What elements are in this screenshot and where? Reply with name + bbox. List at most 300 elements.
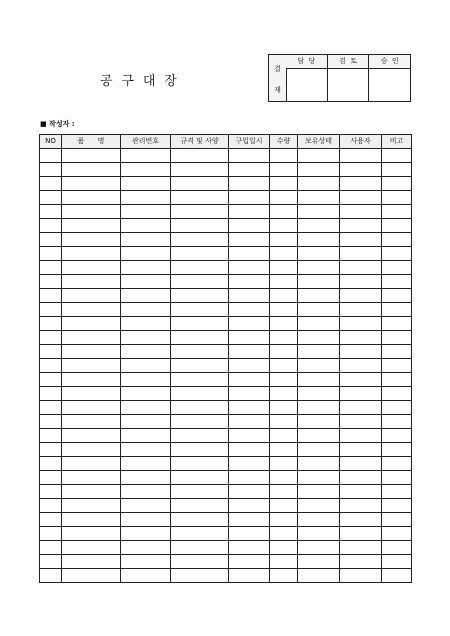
table-cell[interactable]: [382, 233, 412, 247]
table-cell[interactable]: [270, 205, 298, 219]
table-cell[interactable]: [340, 457, 382, 471]
table-cell[interactable]: [270, 261, 298, 275]
table-cell[interactable]: [382, 541, 412, 555]
table-cell[interactable]: [40, 513, 62, 527]
table-cell[interactable]: [40, 415, 62, 429]
approval-side-top: 결: [274, 65, 281, 73]
table-cell[interactable]: [171, 317, 229, 331]
table-cell[interactable]: [340, 303, 382, 317]
table-cell[interactable]: [40, 247, 62, 261]
table-cell[interactable]: [340, 485, 382, 499]
table-cell[interactable]: [270, 317, 298, 331]
table-cell[interactable]: [171, 471, 229, 485]
table-cell[interactable]: [382, 457, 412, 471]
table-cell[interactable]: [171, 415, 229, 429]
table-cell[interactable]: [171, 485, 229, 499]
table-cell[interactable]: [298, 555, 340, 569]
table-cell[interactable]: [171, 401, 229, 415]
table-cell[interactable]: [171, 513, 229, 527]
table-cell[interactable]: [121, 471, 171, 485]
table-cell[interactable]: [298, 485, 340, 499]
table-cell[interactable]: [382, 359, 412, 373]
table-cell[interactable]: [121, 317, 171, 331]
table-row: [40, 205, 412, 219]
table-cell[interactable]: [382, 527, 412, 541]
table-cell[interactable]: [229, 485, 270, 499]
table-cell[interactable]: [121, 303, 171, 317]
table-cell[interactable]: [382, 471, 412, 485]
table-cell[interactable]: [40, 471, 62, 485]
table-cell[interactable]: [270, 275, 298, 289]
table-cell[interactable]: [298, 219, 340, 233]
table-cell[interactable]: [340, 429, 382, 443]
table-cell[interactable]: [270, 247, 298, 261]
table-cell[interactable]: [40, 401, 62, 415]
table-cell[interactable]: [340, 261, 382, 275]
table-cell[interactable]: [121, 233, 171, 247]
table-cell[interactable]: [229, 443, 270, 457]
table-cell[interactable]: [382, 569, 412, 583]
table-cell[interactable]: [270, 149, 298, 163]
table-cell[interactable]: [121, 275, 171, 289]
table-cell[interactable]: [298, 443, 340, 457]
table-cell[interactable]: [229, 387, 270, 401]
table-cell[interactable]: [62, 359, 121, 373]
table-cell[interactable]: [121, 373, 171, 387]
table-row: [40, 569, 412, 583]
table-cell[interactable]: [270, 163, 298, 177]
table-cell[interactable]: [340, 163, 382, 177]
table-cell[interactable]: [62, 387, 121, 401]
table-cell[interactable]: [62, 247, 121, 261]
table-cell[interactable]: [62, 373, 121, 387]
table-cell[interactable]: [270, 415, 298, 429]
table-cell[interactable]: [62, 345, 121, 359]
table-cell[interactable]: [298, 499, 340, 513]
table-cell[interactable]: [229, 275, 270, 289]
signature-cell-approve[interactable]: [368, 68, 410, 101]
table-cell[interactable]: [62, 163, 121, 177]
table-cell[interactable]: [171, 233, 229, 247]
table-cell[interactable]: [229, 331, 270, 345]
table-cell[interactable]: [62, 541, 121, 555]
table-cell[interactable]: [298, 163, 340, 177]
table-cell[interactable]: [229, 401, 270, 415]
table-cell[interactable]: [298, 149, 340, 163]
signature-cell-manager[interactable]: [286, 68, 327, 101]
table-cell[interactable]: [171, 541, 229, 555]
table-cell[interactable]: [229, 247, 270, 261]
table-cell[interactable]: [229, 233, 270, 247]
table-cell[interactable]: [298, 527, 340, 541]
table-cell[interactable]: [382, 513, 412, 527]
table-cell[interactable]: [62, 149, 121, 163]
table-cell[interactable]: [340, 471, 382, 485]
table-cell[interactable]: [40, 205, 62, 219]
table-cell[interactable]: [382, 443, 412, 457]
table-cell[interactable]: [229, 555, 270, 569]
table-cell[interactable]: [62, 177, 121, 191]
table-cell[interactable]: [62, 429, 121, 443]
table-cell[interactable]: [382, 373, 412, 387]
table-cell[interactable]: [121, 541, 171, 555]
table-cell[interactable]: [171, 149, 229, 163]
table-cell[interactable]: [171, 205, 229, 219]
table-cell[interactable]: [121, 261, 171, 275]
table-cell[interactable]: [171, 345, 229, 359]
table-cell[interactable]: [382, 429, 412, 443]
table-cell[interactable]: [270, 429, 298, 443]
table-cell[interactable]: [62, 443, 121, 457]
table-cell[interactable]: [40, 289, 62, 303]
table-cell[interactable]: [62, 331, 121, 345]
table-cell[interactable]: [121, 401, 171, 415]
table-cell[interactable]: [171, 289, 229, 303]
table-cell[interactable]: [121, 163, 171, 177]
table-cell[interactable]: [62, 401, 121, 415]
table-cell[interactable]: [40, 331, 62, 345]
table-cell[interactable]: [340, 331, 382, 345]
table-cell[interactable]: [171, 331, 229, 345]
table-cell[interactable]: [340, 415, 382, 429]
table-cell[interactable]: [298, 261, 340, 275]
table-cell[interactable]: [382, 485, 412, 499]
col-header-management-no: 관리번호: [121, 135, 171, 149]
table-cell[interactable]: [229, 415, 270, 429]
table-row: [40, 457, 412, 471]
table-cell[interactable]: [40, 457, 62, 471]
table-cell[interactable]: [121, 359, 171, 373]
table-cell[interactable]: [270, 457, 298, 471]
table-cell[interactable]: [121, 457, 171, 471]
table-cell[interactable]: [298, 569, 340, 583]
table-cell[interactable]: [171, 387, 229, 401]
table-cell[interactable]: [340, 513, 382, 527]
table-cell[interactable]: [171, 457, 229, 471]
table-cell[interactable]: [340, 219, 382, 233]
table-cell[interactable]: [121, 205, 171, 219]
table-cell[interactable]: [382, 331, 412, 345]
table-cell[interactable]: [382, 401, 412, 415]
table-cell[interactable]: [298, 345, 340, 359]
table-cell[interactable]: [121, 149, 171, 163]
table-cell[interactable]: [229, 219, 270, 233]
table-cell[interactable]: [270, 471, 298, 485]
table-cell[interactable]: [270, 233, 298, 247]
table-cell[interactable]: [229, 541, 270, 555]
table-cell[interactable]: [40, 275, 62, 289]
table-cell[interactable]: [229, 345, 270, 359]
table-cell[interactable]: [382, 247, 412, 261]
table-cell[interactable]: [229, 317, 270, 331]
table-cell[interactable]: [382, 303, 412, 317]
table-cell[interactable]: [340, 275, 382, 289]
table-cell[interactable]: [270, 541, 298, 555]
table-cell[interactable]: [171, 191, 229, 205]
table-cell[interactable]: [340, 569, 382, 583]
table-cell[interactable]: [121, 569, 171, 583]
table-cell[interactable]: [340, 205, 382, 219]
table-cell[interactable]: [40, 555, 62, 569]
table-cell[interactable]: [229, 359, 270, 373]
table-cell[interactable]: [229, 177, 270, 191]
table-cell[interactable]: [62, 275, 121, 289]
table-cell[interactable]: [171, 443, 229, 457]
table-cell[interactable]: [40, 429, 62, 443]
table-cell[interactable]: [229, 261, 270, 275]
col-header-item-name: 품 명: [62, 135, 121, 149]
table-cell[interactable]: [40, 303, 62, 317]
table-cell[interactable]: [229, 205, 270, 219]
table-cell[interactable]: [298, 331, 340, 345]
approval-signature-cells: [286, 68, 410, 101]
table-cell[interactable]: [171, 247, 229, 261]
approval-header: [286, 55, 410, 69]
table-cell[interactable]: [171, 177, 229, 191]
table-cell[interactable]: [382, 191, 412, 205]
table-cell[interactable]: [298, 317, 340, 331]
table-cell[interactable]: [40, 191, 62, 205]
table-cell[interactable]: [62, 513, 121, 527]
table-cell[interactable]: [382, 345, 412, 359]
table-cell[interactable]: [382, 555, 412, 569]
table-cell[interactable]: [270, 387, 298, 401]
table-header-row: [40, 135, 412, 149]
table-cell[interactable]: [171, 569, 229, 583]
table-cell[interactable]: [270, 527, 298, 541]
table-cell[interactable]: [40, 233, 62, 247]
table-cell[interactable]: [62, 499, 121, 513]
table-cell[interactable]: [340, 527, 382, 541]
table-cell[interactable]: [340, 541, 382, 555]
table-cell[interactable]: [40, 387, 62, 401]
table-cell[interactable]: [382, 219, 412, 233]
table-cell[interactable]: [298, 233, 340, 247]
table-cell[interactable]: [62, 457, 121, 471]
table-row: [40, 149, 412, 163]
table-cell[interactable]: [270, 331, 298, 345]
table-cell[interactable]: [270, 513, 298, 527]
table-cell[interactable]: [171, 429, 229, 443]
table-cell[interactable]: [171, 261, 229, 275]
table-cell[interactable]: [171, 303, 229, 317]
table-cell[interactable]: [121, 485, 171, 499]
table-cell[interactable]: [270, 555, 298, 569]
table-cell[interactable]: [298, 289, 340, 303]
table-cell[interactable]: [340, 499, 382, 513]
table-cell[interactable]: [171, 163, 229, 177]
table-cell[interactable]: [340, 359, 382, 373]
table-cell[interactable]: [382, 317, 412, 331]
col-header-status: 보유상태: [298, 135, 340, 149]
table-cell[interactable]: [340, 317, 382, 331]
table-cell[interactable]: [171, 499, 229, 513]
table-cell[interactable]: [229, 303, 270, 317]
table-cell[interactable]: [121, 415, 171, 429]
table-cell[interactable]: [62, 485, 121, 499]
table-cell[interactable]: [298, 541, 340, 555]
table-cell[interactable]: [340, 555, 382, 569]
table-cell[interactable]: [62, 289, 121, 303]
table-cell[interactable]: [40, 177, 62, 191]
table-cell[interactable]: [229, 499, 270, 513]
signature-cell-review[interactable]: [327, 68, 369, 101]
table-cell[interactable]: [229, 429, 270, 443]
table-cell[interactable]: [382, 177, 412, 191]
table-cell[interactable]: [62, 471, 121, 485]
table-cell[interactable]: [340, 289, 382, 303]
table-cell[interactable]: [229, 527, 270, 541]
table-cell[interactable]: [121, 527, 171, 541]
table-cell[interactable]: [298, 359, 340, 373]
table-cell[interactable]: [382, 149, 412, 163]
table-cell[interactable]: [298, 457, 340, 471]
table-cell[interactable]: [40, 261, 62, 275]
table-cell[interactable]: [62, 569, 121, 583]
table-cell[interactable]: [298, 401, 340, 415]
table-cell[interactable]: [270, 289, 298, 303]
table-cell[interactable]: [40, 373, 62, 387]
table-cell[interactable]: [340, 247, 382, 261]
table-cell[interactable]: [298, 275, 340, 289]
table-cell[interactable]: [121, 555, 171, 569]
table-row: [40, 345, 412, 359]
table-cell[interactable]: [121, 513, 171, 527]
table-cell[interactable]: [298, 191, 340, 205]
table-cell[interactable]: [62, 233, 121, 247]
table-cell[interactable]: [340, 191, 382, 205]
table-cell[interactable]: [340, 387, 382, 401]
table-cell[interactable]: [270, 191, 298, 205]
table-cell[interactable]: [298, 415, 340, 429]
table-cell[interactable]: [171, 275, 229, 289]
table-cell[interactable]: [382, 275, 412, 289]
table-cell[interactable]: [229, 457, 270, 471]
table-cell[interactable]: [270, 303, 298, 317]
table-cell[interactable]: [40, 163, 62, 177]
table-cell[interactable]: [298, 247, 340, 261]
table-cell[interactable]: [340, 233, 382, 247]
table-cell[interactable]: [40, 345, 62, 359]
table-cell[interactable]: [340, 373, 382, 387]
table-cell[interactable]: [382, 499, 412, 513]
table-cell[interactable]: [229, 471, 270, 485]
table-cell[interactable]: [340, 443, 382, 457]
table-cell[interactable]: [270, 345, 298, 359]
table-cell[interactable]: [229, 513, 270, 527]
table-cell[interactable]: [40, 359, 62, 373]
table-cell[interactable]: [229, 149, 270, 163]
table-cell[interactable]: [382, 289, 412, 303]
table-cell[interactable]: [62, 191, 121, 205]
table-cell[interactable]: [340, 149, 382, 163]
table-cell[interactable]: [270, 569, 298, 583]
table-cell[interactable]: [229, 289, 270, 303]
table-cell[interactable]: [40, 569, 62, 583]
table-body: [40, 149, 412, 583]
table-cell[interactable]: [340, 401, 382, 415]
table-cell[interactable]: [298, 205, 340, 219]
table-cell[interactable]: [229, 163, 270, 177]
table-cell[interactable]: [171, 219, 229, 233]
table-cell[interactable]: [40, 485, 62, 499]
table-cell[interactable]: [382, 261, 412, 275]
table-cell[interactable]: [62, 555, 121, 569]
table-cell[interactable]: [62, 415, 121, 429]
table-cell[interactable]: [298, 429, 340, 443]
table-cell[interactable]: [298, 387, 340, 401]
table-cell[interactable]: [382, 205, 412, 219]
table-cell[interactable]: [171, 555, 229, 569]
table-cell[interactable]: [270, 499, 298, 513]
table-cell[interactable]: [121, 499, 171, 513]
table-cell[interactable]: [270, 177, 298, 191]
table-row: [40, 247, 412, 261]
table-cell[interactable]: [62, 317, 121, 331]
table-cell[interactable]: [62, 261, 121, 275]
table-cell[interactable]: [40, 541, 62, 555]
approval-col-manager: 담 당: [297, 57, 316, 65]
table-cell[interactable]: [270, 485, 298, 499]
table-cell[interactable]: [171, 359, 229, 373]
table-cell[interactable]: [121, 191, 171, 205]
table-cell[interactable]: [121, 331, 171, 345]
table-cell[interactable]: [40, 527, 62, 541]
table-cell[interactable]: [40, 499, 62, 513]
table-cell[interactable]: [171, 527, 229, 541]
table-cell[interactable]: [298, 513, 340, 527]
table-row: [40, 429, 412, 443]
table-cell[interactable]: [340, 345, 382, 359]
table-cell[interactable]: [40, 219, 62, 233]
table-cell[interactable]: [40, 443, 62, 457]
table-cell[interactable]: [62, 205, 121, 219]
table-cell[interactable]: [270, 401, 298, 415]
table-cell[interactable]: [229, 569, 270, 583]
table-cell[interactable]: [121, 219, 171, 233]
table-cell[interactable]: [270, 359, 298, 373]
table-row: [40, 541, 412, 555]
table-cell[interactable]: [382, 415, 412, 429]
table-cell[interactable]: [298, 177, 340, 191]
table-cell[interactable]: [121, 443, 171, 457]
table-cell[interactable]: [62, 527, 121, 541]
table-cell[interactable]: [229, 373, 270, 387]
table-cell[interactable]: [171, 373, 229, 387]
table-cell[interactable]: [40, 317, 62, 331]
table-cell[interactable]: [298, 373, 340, 387]
table-cell[interactable]: [121, 289, 171, 303]
table-cell[interactable]: [382, 163, 412, 177]
table-cell[interactable]: [121, 177, 171, 191]
table-cell[interactable]: [229, 191, 270, 205]
table-cell[interactable]: [270, 373, 298, 387]
table-cell[interactable]: [382, 387, 412, 401]
table-cell[interactable]: [340, 177, 382, 191]
table-cell[interactable]: [121, 247, 171, 261]
table-row: [40, 289, 412, 303]
table-cell[interactable]: [270, 443, 298, 457]
table-cell[interactable]: [270, 219, 298, 233]
table-cell[interactable]: [62, 303, 121, 317]
table-cell[interactable]: [121, 429, 171, 443]
table-cell[interactable]: [121, 387, 171, 401]
table-cell[interactable]: [298, 471, 340, 485]
table-cell[interactable]: [298, 303, 340, 317]
table-cell[interactable]: [62, 219, 121, 233]
table-cell[interactable]: [121, 345, 171, 359]
table-cell[interactable]: [40, 149, 62, 163]
